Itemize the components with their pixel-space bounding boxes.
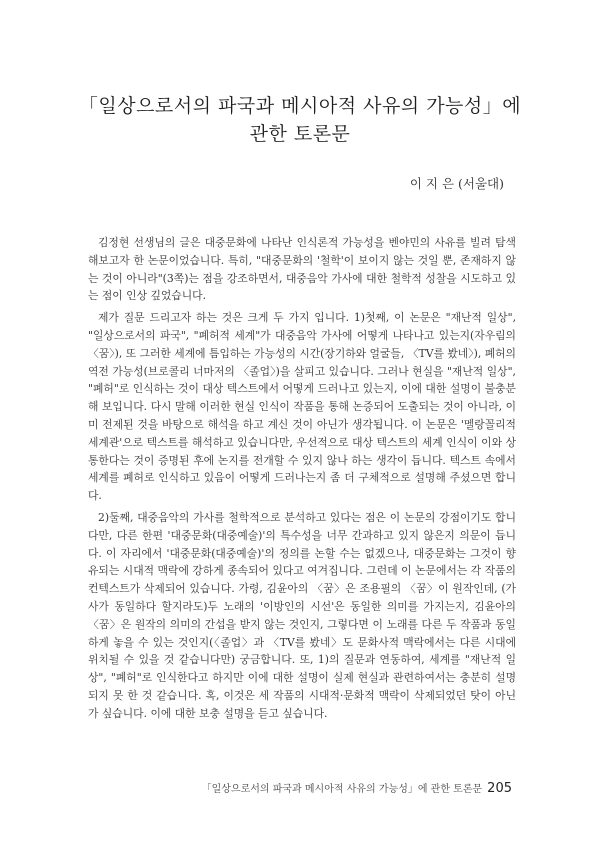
- document-body: [88, 234, 516, 727]
- paragraph-2: 제가 질문 드리고자 하는 것은 크게 두 가지 입니다. 1)첫째, 이 논문은 "재난적 일상", "일상으로서의 파국", "폐허적 세계"가 대중음악 가사에 어떻게 나타나고 있는지(자우림의 〈꿈〉), 또 그러한 세계에 틈입하는 가능성의 시간(장기하와 얼굴들, 〈TV를 봤네〉), 폐허의 역전 가능성(브로콜리 너마저의 〈졸업〉)을 살피고 있습니다. 그러나 현실을 "재난적 일상", "폐허"로 인식하는 것이 대상 텍스트에서 어떻게 드러나고 있는지, 이에 대한 설명이 불충분해 보입니다. 다시 말해 이러한 현실 인식이 작품을 통해 논증되어 도출되는 것이 아니라, 이미 전제된 것을 바탕으로 해석을 하고 계신 것이 아닌가 생각됩니다. 이 논문은 '멜랑꼴리적 세계관'으로 텍스트를 해석하고 있습니다만, 우선적으로 대상 텍스트의 세계 인식이 이와 상통한다는 것이 증명된 후에 논지를 전개할 수 있지 않나 하는 생각이 듭니다. 텍스트 속에서 세계를 폐허로 인식하고 있음이 어떻게 드러나는지 좀 더 구체적으로 설명해 주셨으면 합니다.: [88, 311, 516, 503]
- page-footer: [202, 780, 512, 796]
- author-name: 이 지 은 (서울대): [409, 176, 504, 191]
- paragraph-1: 김정현 선생님의 글은 대중문화에 나타난 인식론적 가능성을 벤야민의 사유를 빌려 탐색해보고자 한 논문이었습니다. 특히, "대중문화의 '철학'이 보이지 않는 것일 뿐, 존재하지 않는 것이 아니라"(3쪽)는 점을 강조하면서, 대중음악 가사에 대한 철학적 성찰을 시도하고 있는 점이 인상 깊었습니다.: [88, 236, 516, 303]
- document-title-line-1: 「일상으로서의 파국과 메시아적 사유의 가능성」에: [78, 95, 522, 117]
- running-title: 「일상으로서의 파국과 메시아적 사유의 가능성」에 관한 토론문: [201, 784, 483, 795]
- paragraph-3: 2)둘째, 대중음악의 가사를 철학적으로 분석하고 있다는 점은 이 논문의 강점이기도 합니다만, 다른 한편 '대중문화(대중예술)'의 특수성을 너무 간과하고 있지 않은지 의문이 듭니다. 이 자리에서 '대중문화(대중예술)'의 정의를 논할 수는 없겠으나, 대중문화는 그것이 향유되는 시대적 맥락에 강하게 종속되어 있다고 여겨집니다. 그런데 이 논문에서는 각 작품의 컨텍스트가 삭제되어 있습니다. 가령, 김윤아의 〈꿈〉은 조용필의 〈꿈〉이 원작인데, (가사가 동일하다 할지라도)두 노래의 '이방인의 시선'은 동일한 의미를 가지는지, 김윤아의 〈꿈〉은 원작의 의미의 간섭을 받지 않는 것인지, 그렇다면 이 노래를 다른 두 작품과 동일하게 놓을 수 있는 것인지(〈졸업〉과 〈TV를 봤네〉도 문화사적 맥락에서는 다른 시대에 위치될 수 있을 것 같습니다만) 궁금합니다. 또, 1)의 질문과 연동하여, 세계를 "재난적 일상", "폐허"로 인식한다고 하지만 이에 대한 설명이 실제 현실과 관련하여서는 충분히 설명되지 못 한 것 같습니다. 혹, 이것은 세 작품의 시대적·문화적 맥락이 삭제되었던 탓이 아닌가 싶습니다. 이에 대한 보충 설명을 듣고 싶습니다.: [88, 510, 516, 720]
- page-number: 205: [487, 781, 512, 796]
- document-title-line-2: 관한 토론문: [249, 123, 351, 145]
